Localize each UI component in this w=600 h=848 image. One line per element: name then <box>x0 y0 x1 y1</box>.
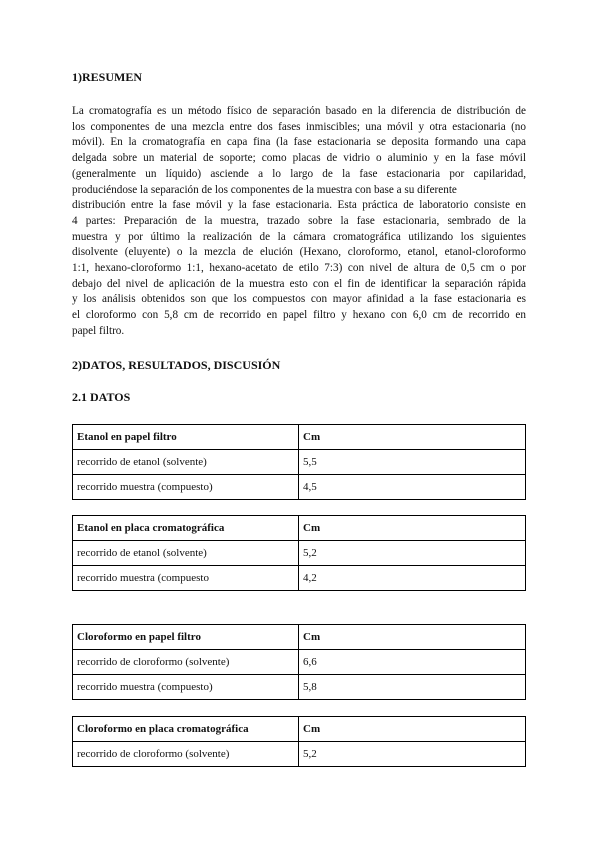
table-row <box>73 742 526 767</box>
paragraph-line: el cloroformo con 5,8 cm de recorrido en papel filtro y hexano con 6,0 cm de recorrido en <box>72 309 526 322</box>
datos-heading: 2.1 DATOS <box>72 390 131 404</box>
paragraph-line: y los análisis obtenidos son que los compuestos con mayor afinidad a la fase estacionaria es <box>72 293 526 306</box>
table-cell: 5,2 <box>299 541 526 566</box>
table-cloroformo-placa <box>72 716 526 767</box>
paragraph-line: produciéndose la separación de los componentes de la muestra con base a su diferente <box>72 183 457 196</box>
paragraph-line: debajo del nivel de aplicación de la muestra esto con el fin de identificar la separación rápida <box>72 277 526 290</box>
table-row <box>73 566 526 591</box>
table-row <box>73 650 526 675</box>
resumen-heading: 1)RESUMEN <box>72 70 143 84</box>
table-cell: 5,5 <box>299 450 526 475</box>
table-header-row <box>73 717 526 742</box>
table-cell: recorrido muestra (compuesto <box>73 566 299 591</box>
paragraph-line: 1:1, hexano-cloroformo 1:1, hexano-acetato de etilo 7:3) con nivel de altura de 0,5 cm o por <box>72 262 526 275</box>
table-row <box>73 475 526 500</box>
table-cloroformo-papel <box>72 624 526 700</box>
table-cell: 6,6 <box>299 650 526 675</box>
paragraph-line: delgada sobre un material de soporte; como placas de vidrio o aluminio y en la fase móvil <box>72 152 526 165</box>
table-row <box>73 450 526 475</box>
table-row <box>73 541 526 566</box>
header-cell: Cloroformo en papel filtro <box>73 625 299 650</box>
header-cell: Etanol en placa cromatográfica <box>73 516 299 541</box>
paragraph-line: móvil). En la cromatografía en capa fina (la fase estacionaria se deposita formando una capa <box>72 136 526 149</box>
paragraph-line: 4 partes: Preparación de la muestra, trazado sobre la fase estacionaria, sembrado de la <box>72 214 526 227</box>
table-cell: recorrido de cloroformo (solvente) <box>73 650 299 675</box>
table-cell: 5,2 <box>299 742 526 767</box>
resumen-paragraph <box>72 104 526 340</box>
resultados-heading: 2)DATOS, RESULTADOS, DISCUSIÓN <box>72 358 281 372</box>
table-header-row <box>73 625 526 650</box>
header-cell: Cloroformo en placa cromatográfica <box>73 717 299 742</box>
table-header-row <box>73 516 526 541</box>
table-etanol-papel <box>72 424 526 500</box>
header-cell: Cm <box>299 717 526 742</box>
table-row <box>73 675 526 700</box>
table-cell: recorrido muestra (compuesto) <box>73 475 299 500</box>
table-etanol-placa <box>72 515 526 591</box>
header-cell: Cm <box>299 625 526 650</box>
table-cell: recorrido muestra (compuesto) <box>73 675 299 700</box>
table-header-row <box>73 425 526 450</box>
paragraph-line: muestra y por último la realización de la cámara cromatográfica utilizando los siguientes <box>72 230 526 243</box>
header-cell: Cm <box>299 516 526 541</box>
table-cell: 4,2 <box>299 566 526 591</box>
paragraph-line: los componentes de una mezcla entre dos fases inmiscibles; una móvil y otra estacionaria (no <box>72 120 526 133</box>
paragraph-line: disolvente (eluyente) o la mezcla de elución (Hexano, cloroformo, etanol, etanol-cloroformo <box>72 246 526 259</box>
paragraph-line: (generalmente un líquido) asciende a lo largo de la fase estacionaria por capilaridad, <box>72 167 526 180</box>
paragraph-line: distribución entre la fase móvil y la fase estacionaria. Esta práctica de laboratorio consiste en <box>72 199 526 212</box>
paragraph-line: La cromatografía es un método físico de separación basado en la diferencia de distribución de <box>72 105 526 117</box>
header-cell: Etanol en papel filtro <box>73 425 299 450</box>
table-cell: recorrido de cloroformo (solvente) <box>73 742 299 767</box>
table-cell: recorrido de etanol (solvente) <box>73 450 299 475</box>
table-cell: 4,5 <box>299 475 526 500</box>
table-cell: 5,8 <box>299 675 526 700</box>
table-cell: recorrido de etanol (solvente) <box>73 541 299 566</box>
header-cell: Cm <box>299 425 526 450</box>
paragraph-line: papel filtro. <box>72 324 125 337</box>
